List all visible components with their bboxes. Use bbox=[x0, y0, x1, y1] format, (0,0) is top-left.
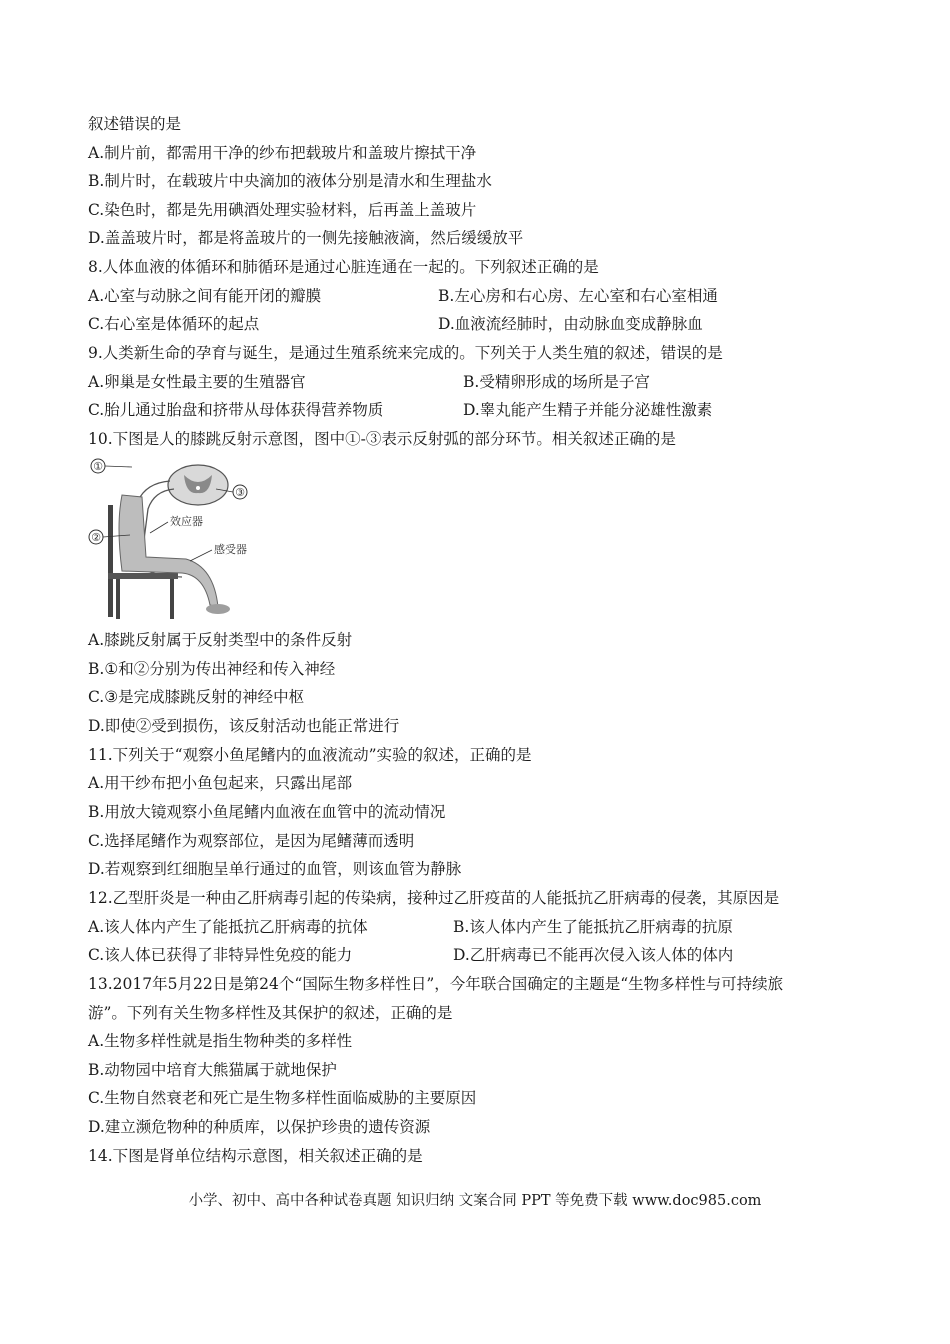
q8-option-c: C.右心室是体循环的起点 bbox=[88, 315, 260, 333]
foot bbox=[206, 604, 230, 614]
q13-option-c: C.生物自然衰老和死亡是生物多样性面临威胁的主要原因 bbox=[88, 1089, 477, 1107]
label-3: ③ bbox=[235, 486, 245, 499]
q12-option-d: D.乙肝病毒已不能再次侵入该人体的体内 bbox=[453, 946, 734, 964]
q9-option-a: A.卵巢是女性最主要的生殖器官 bbox=[88, 373, 306, 391]
central-canal bbox=[196, 486, 200, 490]
label-2: ② bbox=[91, 531, 101, 544]
q7-option-b: B.制片时，在载玻片中央滴加的液体分别是清水和生理盐水 bbox=[88, 172, 492, 190]
q11-stem: 11.下列关于“观察小鱼尾鳍内的血液流动”实验的叙述，正确的是 bbox=[88, 746, 532, 764]
q8-option-a: A.心室与动脉之间有能开闭的瓣膜 bbox=[88, 287, 322, 305]
q10-option-c: C.③是完成膝跳反射的神经中枢 bbox=[88, 688, 305, 706]
q13-stem-line2: 游”。下列有关生物多样性及其保护的叙述，正确的是 bbox=[88, 1004, 453, 1022]
q9-stem: 9.人类新生命的孕育与诞生，是通过生殖系统来完成的。下列关于人类生殖的叙述，错误的是 bbox=[88, 344, 723, 362]
label-1: ① bbox=[93, 460, 103, 473]
q10-option-d: D.即使②受到损伤，该反射活动也能正常进行 bbox=[88, 717, 400, 735]
q9-option-b: B.受精卵形成的场所是子宫 bbox=[463, 373, 650, 391]
q13-stem-line1: 13.2017年5月22日是第24个“国际生物多样性日”，今年联合国确定的主题是“生物多样性与可持续旅 bbox=[88, 975, 784, 993]
q12-stem: 12.乙型肝炎是一种由乙肝病毒引起的传染病，接种过乙肝疫苗的人能抵抗乙肝病毒的侵袭，其原因是 bbox=[88, 889, 780, 907]
q10-option-b: B.①和②分别为传出神经和传入神经 bbox=[88, 660, 336, 678]
page-footer: 小学、初中、高中各种试卷真题 知识归纳 文案合同 PPT 等免费下载 www.doc985.com bbox=[188, 1193, 762, 1209]
q11-option-a: A.用干纱布把小鱼包起来，只露出尾部 bbox=[88, 774, 353, 792]
q11-option-c: C.选择尾鳍作为观察部位，是因为尾鳍薄而透明 bbox=[88, 832, 415, 850]
chair-back bbox=[108, 505, 113, 617]
q12-option-b: B.该人体内产生了能抵抗乙肝病毒的抗原 bbox=[453, 918, 733, 936]
q14-stem: 14.下图是肾单位结构示意图，相关叙述正确的是 bbox=[88, 1147, 423, 1165]
q7-option-c: C.染色时，都是先用碘酒处理实验材料，后再盖上盖玻片 bbox=[88, 201, 477, 219]
q11-option-b: B.用放大镜观察小鱼尾鳍内血液在血管中的流动情况 bbox=[88, 803, 446, 821]
q13-option-b: B.动物园中培育大熊猫属于就地保护 bbox=[88, 1061, 337, 1079]
effector-leader bbox=[150, 522, 168, 533]
knee-jerk-reflex-diagram bbox=[86, 455, 256, 623]
label-1-leader bbox=[105, 466, 132, 467]
q10-option-a: A.膝跳反射属于反射类型中的条件反射 bbox=[88, 631, 353, 649]
effector-label: 效应器 bbox=[170, 515, 203, 528]
q13-option-a: A.生物多样性就是指生物种类的多样性 bbox=[88, 1032, 353, 1050]
receptor-label: 感受器 bbox=[214, 543, 247, 556]
q8-option-d: D.血液流经肺时，由动脉血变成静脉血 bbox=[438, 315, 703, 333]
q10-stem: 10.下图是人的膝跳反射示意图，图中①-③表示反射弧的部分环节。相关叙述正确的是 bbox=[88, 430, 676, 448]
chair-seat bbox=[108, 573, 178, 579]
q8-stem: 8.人体血液的体循环和肺循环是通过心脏连通在一起的。下列叙述正确的是 bbox=[88, 258, 599, 276]
q13-option-d: D.建立濒危物种的种质库，以保护珍贵的遗传资源 bbox=[88, 1118, 431, 1136]
q7-stem-tail: 叙述错误的是 bbox=[88, 115, 182, 133]
q11-option-d: D.若观察到红细胞呈单行通过的血管，则该血管为静脉 bbox=[88, 860, 462, 878]
q8-option-b: B.左心房和右心房、左心室和右心室相通 bbox=[438, 287, 718, 305]
q9-option-d: D.睾丸能产生精子并能分泌雄性激素 bbox=[463, 401, 713, 419]
q7-option-a: A.制片前，都需用干净的纱布把载玻片和盖玻片擦拭干净 bbox=[88, 144, 477, 162]
seated-person bbox=[119, 495, 218, 607]
chair-leg-left bbox=[116, 579, 120, 619]
q12-option-a: A.该人体内产生了能抵抗乙肝病毒的抗体 bbox=[88, 918, 368, 936]
q9-option-c: C.胎儿通过胎盘和挤带从母体获得营养物质 bbox=[88, 401, 384, 419]
q12-option-c: C.该人体已获得了非特异性免疫的能力 bbox=[88, 946, 353, 964]
q7-option-d: D.盖盖玻片时，都是将盖玻片的一侧先接触液滴，然后缓缓放平 bbox=[88, 229, 524, 247]
receptor-leader bbox=[190, 550, 212, 561]
chair-leg-right bbox=[170, 579, 174, 619]
